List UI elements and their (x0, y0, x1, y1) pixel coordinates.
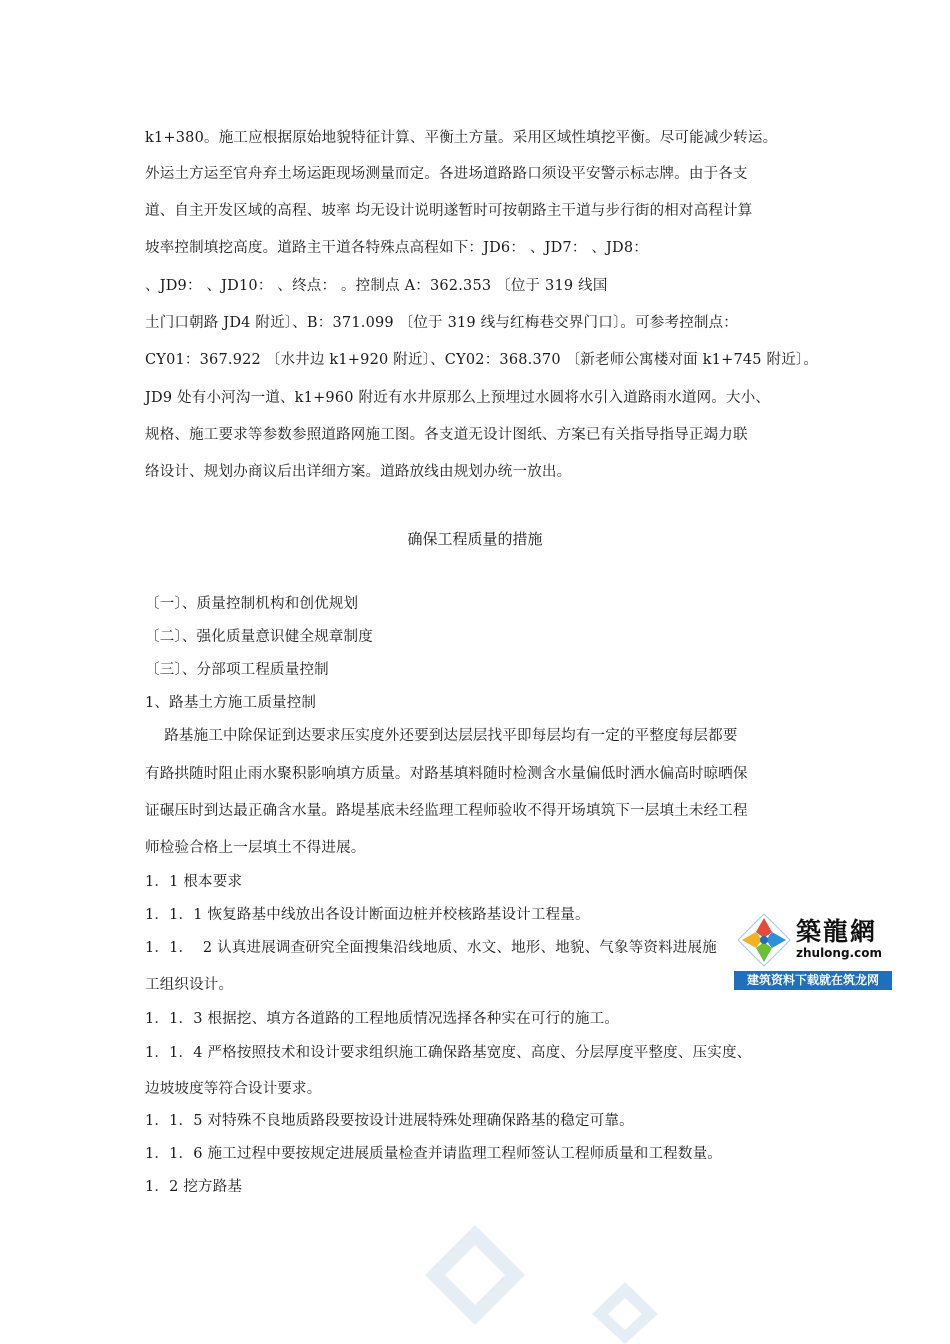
watermark-url: zhulong.com (796, 946, 882, 960)
text-line: 证碾压时到达最正确含水量。路堤基底未经监理工程师验收不得开场填筑下一层填土未经工程 (145, 803, 748, 819)
zhulong-logo-icon (736, 912, 792, 968)
text-line: 外运土方运至官舟弃土场运距现场测量而定。各进场道路路口须设平安警示标志牌。由于各支 (145, 166, 748, 182)
list-item: 1．1．1 恢复路基中线放出各设计断面边桩并校核路基设计工程量。 (145, 907, 590, 923)
text-line: 坡率控制填挖高度。道路主干道各特殊点高程如下：JD6： 、JD7： 、JD8： (145, 240, 649, 256)
outline-item: 1、路基土方施工质量控制 (145, 695, 317, 711)
watermark-name: 築龍網 (796, 917, 878, 946)
text-line: 有路拱随时阻止雨水聚积影响填方质量。对路基填料随时检测含水量偏低时洒水偏高时晾晒保 (145, 766, 748, 782)
list-item: 1．2 挖方路基 (145, 1179, 243, 1195)
list-item: 边坡坡度等符合设计要求。 (145, 1081, 322, 1097)
text-line: k1+380。施工应根据原始地貌特征计算、平衡土方量。采用区域性填挖平衡。尽可能减少转运。 (145, 130, 778, 146)
text-line: 络设计、规划办商议后出详细方案。道路放线由规划办统一放出。 (145, 464, 572, 480)
zhulong-watermark (734, 910, 892, 990)
outline-item: 〔二〕、强化质量意识健全规章制度 (145, 629, 373, 645)
outline-item: 〔三〕、分部项工程质量控制 (145, 662, 329, 678)
text-line: 师检验合格上一层填土不得进展。 (145, 840, 366, 856)
list-item: 1．1．4 严格按照技术和设计要求组织施工确保路基宽度、高度、分层厚度平整度、压实度、 (145, 1045, 752, 1061)
text-line: 道、自主开发区域的高程、坡率 均无设计说明遂暂时可按朝路主干道与步行街的相对高程计算 (145, 203, 753, 219)
section-heading: 确保工程质量的措施 (407, 530, 543, 548)
background-logo-icon (590, 1280, 660, 1344)
watermark-slogan: 建筑资料下载就在筑龙网 (734, 971, 892, 990)
text-line: 路基施工中除保证到达要求压实度外还要到达层层找平即每层均有一定的平整度每层都要 (145, 728, 738, 744)
text-line: CY01：367.922 〔水井边 k1+920 附近〕、CY02：368.370 〔新老师公寓楼对面 k1+745 附近〕。 (145, 352, 819, 368)
list-item: 1．1．3 根据挖、填方各道路的工程地质情况选择各种实在可行的施工。 (145, 1011, 620, 1027)
list-item: 1．1．6 施工过程中要按规定进展质量检查并请监理工程师签认工程师质量和工程数量。 (145, 1146, 722, 1162)
text-line: 规格、施工要求等参数参照道路网施工图。各支道无设计图纸、方案已有关指导指导正竭力联 (145, 427, 748, 443)
list-item: 1．1． 2 认真进展调查研究全面搜集沿线地质、水文、地形、地貌、气象等资料进展施 (145, 940, 717, 956)
background-logo-icon (420, 1220, 530, 1330)
list-item: 工组织设计。 (145, 977, 234, 993)
text-line: 土门口朝路 JD4 附近〕、B：371.099 〔位于 319 线与红梅巷交界门口〕。可参考控制点： (145, 315, 738, 331)
list-item: 1．1 根本要求 (145, 874, 243, 890)
text-line: JD9 处有小河沟一道、k1+960 附近有水井原那么上预埋过水圆将水引入道路雨水道网。大小、 (145, 390, 771, 406)
list-item: 1．1．5 对特殊不良地质路段要按设计进展特殊处理确保路基的稳定可靠。 (145, 1113, 634, 1129)
text-line: 、JD9： 、JD10： 、终点： 。控制点 A：362.353 〔位于 319 线国 (145, 278, 608, 294)
outline-item: 〔一〕、质量控制机构和创优规划 (145, 596, 359, 612)
